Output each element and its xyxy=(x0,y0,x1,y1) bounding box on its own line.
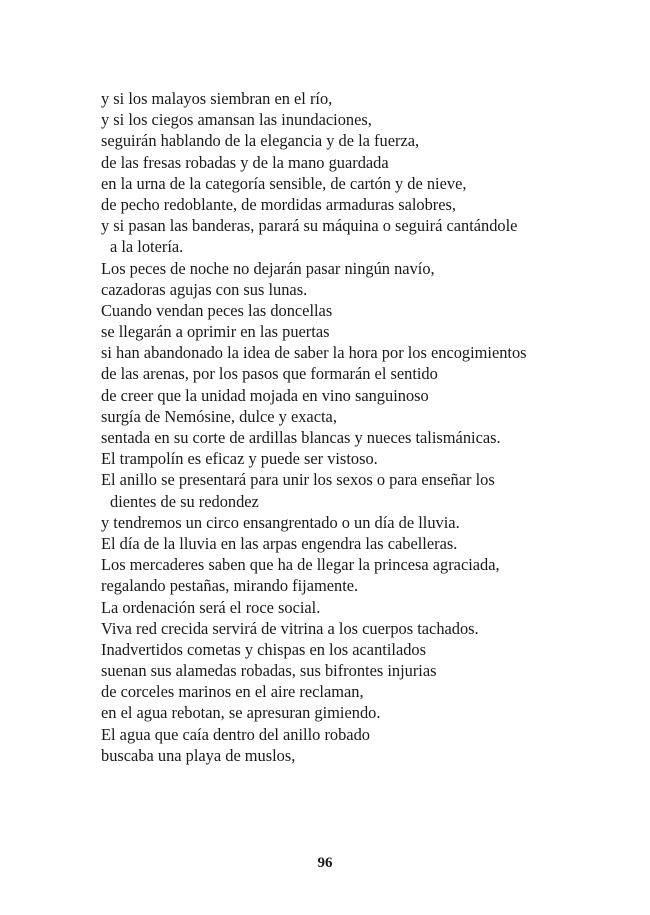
poem-line: y si los ciegos amansan las inundaciones, xyxy=(101,110,372,130)
poem-line: en la urna de la categoría sensible, de cartón y de nieve, xyxy=(101,173,467,193)
poem-line: de las arenas, por los pasos que formarán el sentido xyxy=(101,364,438,384)
poem-line: Los mercaderes saben que ha de llegar la princesa agraciada, xyxy=(101,555,500,575)
poem-line: cazadoras agujas con sus lunas. xyxy=(101,279,308,299)
poem-line: y si pasan las banderas, parará su máquina o seguirá cantándole xyxy=(101,216,518,236)
poem-line: buscaba una playa de muslos, xyxy=(101,745,296,765)
poem-line: y tendremos un circo ensangrentado o un día de lluvia. xyxy=(101,512,460,532)
poem-line: Los peces de noche no dejarán pasar ningún navío, xyxy=(101,258,435,278)
poem-line-continuation: a la lotería. xyxy=(110,237,184,257)
poem-line: en el agua rebotan, se apresuran gimiendo. xyxy=(101,703,381,723)
poem-line: La ordenación será el roce social. xyxy=(101,597,321,617)
poem-body xyxy=(101,88,571,766)
poem-line: El agua que caía dentro del anillo robado xyxy=(101,724,370,744)
poem-line: si han abandonado la idea de saber la hora por los encogimientos xyxy=(101,343,527,363)
poem-line: El anillo se presentará para unir los sexos o para enseñar los xyxy=(101,470,495,490)
poem-line: El día de la lluvia en las arpas engendra las cabelleras. xyxy=(101,533,458,553)
poem-line: seguirán hablando de la elegancia y de la fuerza, xyxy=(101,131,420,151)
poem-line: de corceles marinos en el aire reclaman, xyxy=(101,682,364,702)
poem-line: El trampolín es eficaz y puede ser vistoso. xyxy=(101,449,378,469)
poem-line: suenan sus alamedas robadas, sus bifrontes injurias xyxy=(101,661,437,681)
poem-line: y si los malayos siembran en el río, xyxy=(101,89,333,108)
poem-line: de creer que la unidad mojada en vino sanguinoso xyxy=(101,385,429,405)
poem-line: de pecho redoblante, de mordidas armaduras salobres, xyxy=(101,194,456,214)
poem-line: Viva red crecida servirá de vitrina a los cuerpos tachados. xyxy=(101,618,479,638)
poem-line: se llegarán a oprimir en las puertas xyxy=(101,322,330,342)
poem-line: Inadvertidos cometas y chispas en los acantilados xyxy=(101,639,426,659)
poem-line-continuation: dientes de su redondez xyxy=(110,491,259,511)
poem-line: Cuando vendan peces las doncellas xyxy=(101,300,333,320)
poem-line: de las fresas robadas y de la mano guardada xyxy=(101,152,389,172)
poem-line: sentada en su corte de ardillas blancas y nueces talismánicas. xyxy=(101,428,501,447)
page-number: 96 xyxy=(317,855,333,871)
poem-line: regalando pestañas, mirando fijamente. xyxy=(101,576,359,596)
poem-line: surgía de Nemósine, dulce y exacta, xyxy=(101,406,337,426)
